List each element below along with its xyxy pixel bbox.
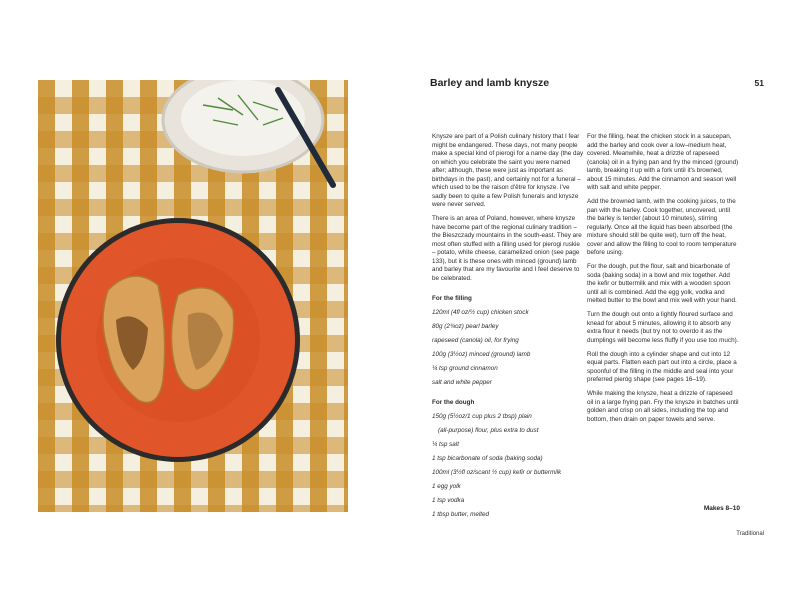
ingredient: 150g (5½oz/1 cup plus 2 tbsp) plain — [432, 412, 532, 420]
dough-heading: For the dough — [432, 398, 475, 406]
intro-column — [432, 133, 584, 525]
method-column — [587, 133, 739, 430]
filling-heading: For the filling — [432, 294, 472, 302]
ingredient: 100g (3½oz) minced (ground) lamb — [432, 350, 531, 358]
ingredient: 1 tbsp butter, melted — [432, 510, 490, 518]
dip-cream — [181, 80, 305, 156]
intro-paragraph: Knysze are part of a Polish culinary history that I fear might be endangered. These days, not many people make a special kind of pierogi for a name day (the day on which you celebrate the saint you were named after; although, these were just as important as birthdays in the past), and certainly not for a funeral – which used to be the raison d'être for knysze. I've sadly been to quite a few Polish funerals and knysze were never served. — [432, 133, 584, 208]
intro-paragraph: There is an area of Poland, however, where knysze have become part of the regional culinary tradition – the Bieszczady mountains in the south-east. They are most often stuffed with a filling used for pierogi ruskie – potato, white cheese, caramelized onion (see page 133), but it is these ones with minced (ground) lamb and barley that are my favourite and I feel deserve to be celebrated. — [432, 215, 582, 282]
recipe-photo — [38, 80, 348, 512]
method-step: Add the browned lamb, with the cooking juices, to the pan with the barley. Cook together, uncovered, until the barley is tender (about 10 minutes), stirring regularly. Once all the liquid has been absorbed (the mixture should still be quite wet), turn off the heat, cover and allow the filling to cool to room temperature before using. — [587, 198, 737, 256]
ingredient: ¼ tsp salt — [432, 440, 459, 448]
method-step: While making the knysze, heat a drizzle of rapeseed oil in a large frying pan. Fry the knysze in batches until golden and crisp on all sides, including the top and bottom, then drain on paper towels and serve. — [587, 390, 739, 423]
yield-note: Makes 8–10 — [703, 505, 740, 512]
ingredient: 1 egg yolk — [432, 482, 461, 490]
category-footer: Traditional — [736, 531, 764, 537]
ingredient: 120ml (4fl oz/½ cup) chicken stock — [432, 308, 529, 316]
method-step: Turn the dough out onto a lightly floured surface and knead for about 5 minutes, allowing it to absorb any extra flour it needs (but try not to overdo it as the dumplings will become less fluffy if you use too much). — [587, 311, 739, 344]
recipe-title: Barley and lamb knysze — [430, 77, 550, 89]
method-step: Roll the dough into a cylinder shape and cut into 12 equal parts. Flatten each part out into a circle, place a spoonful of the filling in the middle and seal into your preferred pieróg shape (see pages 16–19). — [587, 350, 737, 383]
ingredient: 1 tsp vodka — [432, 496, 465, 504]
ingredient: salt and white pepper — [432, 378, 492, 386]
ingredient: 1 tsp bicarbonate of soda (baking soda) — [432, 454, 543, 462]
method-step: For the filling, heat the chicken stock in a saucepan, add the barley and cook over a low–medium heat, covered. Meanwhile, heat a drizzle of rapeseed (canola) oil in a frying pan and fry the minced (ground) lamb, breaking it up with a fork until it's browned, about 15 minutes. Add the cinnamon and season well with salt and white pepper. — [587, 133, 739, 191]
food-illustration — [38, 80, 348, 512]
method-step: For the dough, put the flour, salt and bicarbonate of soda (baking soda) in a bowl and mix together. Add the kefir or buttermilk and mix with a wooden spoon until all is combined. Add the egg yolk, vodka and melted butter to the bowl and mix well with your hand. — [587, 263, 737, 304]
ingredient: 100ml (3½fl oz/scant ½ cup) kefir or buttermilk — [432, 468, 562, 476]
ingredient: ¼ tsp ground cinnamon — [432, 364, 498, 372]
ingredient: (all-purpose) flour, plus extra to dust — [438, 426, 539, 434]
page-number: 51 — [754, 78, 764, 88]
ingredient: rapeseed (canola) oil, for frying — [432, 336, 519, 344]
ingredient: 80g (2¾oz) pearl barley — [432, 322, 499, 330]
